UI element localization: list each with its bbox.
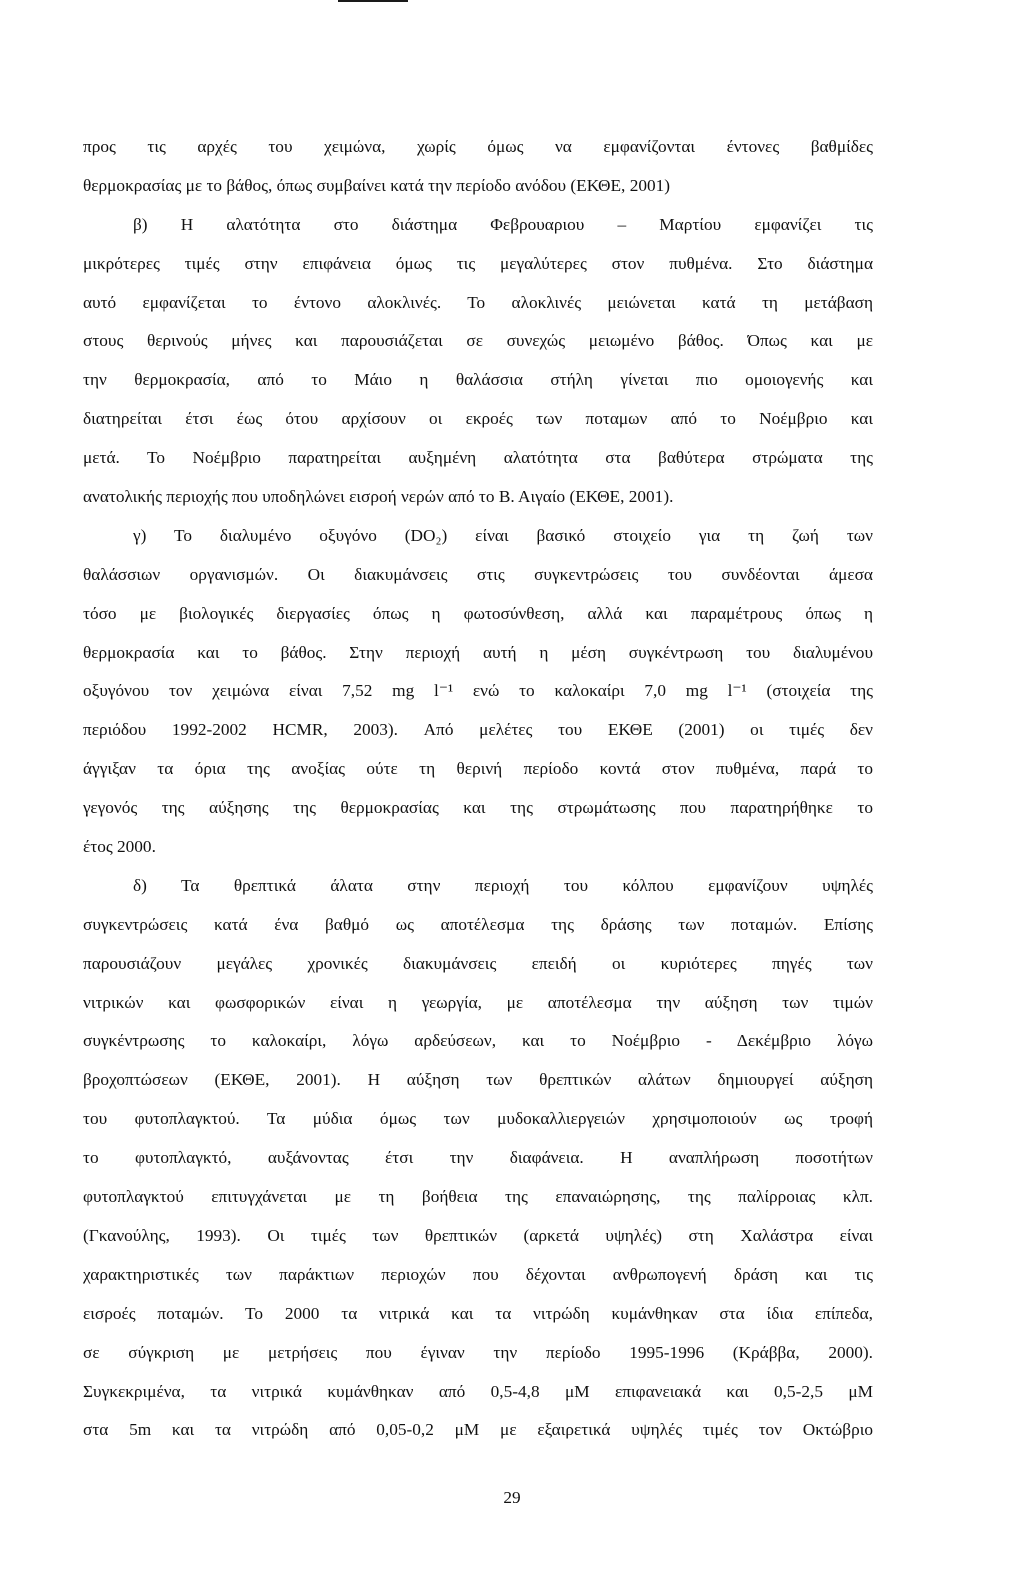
text-line: Συγκεκριμένα, τα νιτρικά κυμάνθηκαν από 0,5-4,8 μM επιφανειακά και 0,5-2,5 μM bbox=[83, 1381, 873, 1401]
text-line: έτος 2000. bbox=[83, 837, 156, 857]
text-line: νιτρικών και φωσφορικών είναι η γεωργία, με αποτέλεσμα την αύξηση των τιμών bbox=[83, 992, 873, 1012]
text-line: άγγιξαν τα όρια της ανοξίας ούτε τη θερινή περίοδο κοντά στον πυθμένα, παρά το bbox=[83, 759, 873, 779]
text-line: του φυτοπλαγκτού. Τα μύδια όμως των μυδοκαλλιεργειών χρησιμοποιούν ως τροφή bbox=[83, 1109, 873, 1129]
text-line: περιόδου 1992-2002 HCMR, 2003). Από μελέτες του ΕΚΘΕ (2001) οι τιμές δεν bbox=[83, 720, 873, 740]
text-line: στα 5m και τα νιτρώδη από 0,05-0,2 μM με εξαιρετικά υψηλές τιμές τον Οκτώβριο bbox=[83, 1420, 873, 1440]
text-line: θερμοκρασία και το βάθος. Στην περιοχή αυτή η μέση συγκέντρωση του διαλυμένου bbox=[83, 642, 873, 662]
text-line: γ) Το διαλυμένο οξυγόνο (DO₂) είναι βασικό στοιχείο για τη ζωή των bbox=[133, 525, 873, 545]
text-line: συγκεντρώσεις κατά ένα βαθμό ως αποτέλεσμα της δράσης των ποταμών. Επίσης bbox=[83, 914, 873, 934]
text-line: φυτοπλαγκτού επιτυγχάνεται με τη βοήθεια της επαναιώρησης, της παλίρροιας κλπ. bbox=[83, 1187, 873, 1207]
text-line: διατηρείται έτσι έως ότου αρχίσουν οι εκροές των ποταμων από το Νοέμβριο και bbox=[83, 409, 873, 429]
text-line: β) Η αλατότητα στο διάστημα Φεβρουαριου – Μαρτίου εμφανίζει τις bbox=[133, 214, 873, 234]
text-line: στους θερινούς μήνες και παρουσιάζεται σε συνεχώς μειωμένο βάθος. Όπως και με bbox=[83, 331, 873, 351]
text-line: οξυγόνου τον χειμώνα είναι 7,52 mg l⁻¹ ενώ το καλοκαίρι 7,0 mg l⁻¹ (στοιχεία της bbox=[83, 681, 873, 701]
text-line: θερμοκρασίας με το βάθος, όπως συμβαίνει κατά την περίοδο ανόδου (ΕΚΘΕ, 2001) bbox=[83, 175, 671, 195]
text-line: συγκέντρωσης το καλοκαίρι, λόγω αρδεύσεων, και το Νοέμβριο - Δεκέμβριο λόγω bbox=[83, 1031, 873, 1051]
text-line: ανατολικής περιοχής που υποδηλώνει εισροή νερών από το Β. Αιγαίο (ΕΚΘΕ, 2001). bbox=[83, 487, 674, 507]
page-number: 29 bbox=[503, 1488, 521, 1507]
text-line: μετά. Το Νοέμβριο παρατηρείται αυξημένη αλατότητα στα βαθύτερα στρώματα της bbox=[83, 448, 873, 468]
text-line: μικρότερες τιμές στην επιφάνεια όμως τις μεγαλύτερες στον πυθμένα. Στο διάστημα bbox=[83, 253, 873, 273]
text-line: σε σύγκριση με μετρήσεις που έγιναν την περίοδο 1995-1996 (Κράββα, 2000). bbox=[83, 1342, 873, 1362]
text-line: εισροές ποταμών. Το 2000 τα νιτρικά και τα νιτρώδη κυμάνθηκαν στα ίδια επίπεδα, bbox=[83, 1303, 873, 1323]
text-line: γεγονός της αύξησης της θερμοκρασίας και της στρωμάτωσης που παρατηρήθηκε το bbox=[83, 798, 873, 818]
top-rule bbox=[338, 0, 408, 2]
text-line: το φυτοπλαγκτό, αυξάνοντας έτσι την διαφάνεια. Η αναπλήρωση ποσοτήτων bbox=[83, 1148, 873, 1168]
text-line: την θερμοκρασία, από το Μάιο η θαλάσσια στήλη γίνεται πιο ομοιογενής και bbox=[83, 370, 873, 390]
text-line: δ) Τα θρεπτικά άλατα στην περιοχή του κόλπου εμφανίζουν υψηλές bbox=[133, 875, 873, 895]
text-line: βροχοπτώσεων (ΕΚΘΕ, 2001). Η αύξηση των θρεπτικών αλάτων δημιουργεί αύξηση bbox=[83, 1070, 873, 1090]
text-line: παρουσιάζουν μεγάλες χρονικές διακυμάνσεις επειδή οι κυριότερες πηγές των bbox=[83, 953, 873, 973]
text-line: (Γκανούλης, 1993). Οι τιμές των θρεπτικών (αρκετά υψηλές) στη Χαλάστρα είναι bbox=[83, 1225, 873, 1245]
text-line: αυτό εμφανίζεται το έντονο αλοκλινές. Το αλοκλινές μειώνεται κατά τη μετάβαση bbox=[83, 292, 873, 312]
text-line: θαλάσσιων οργανισμών. Οι διακυμάνσεις στις συγκεντρώσεις του συνδέονται άμεσα bbox=[83, 564, 873, 584]
text-line: χαρακτηριστικές των παράκτιων περιοχών που δέχονται ανθρωπογενή δράση και τις bbox=[83, 1264, 873, 1284]
text-line: τόσο με βιολογικές διεργασίες όπως η φωτοσύνθεση, αλλά και παραμέτρους όπως η bbox=[83, 603, 873, 623]
body-text bbox=[83, 128, 873, 1450]
text-line: προς τις αρχές του χειμώνα, χωρίς όμως να εμφανίζονται έντονες βαθμίδες bbox=[83, 137, 873, 156]
